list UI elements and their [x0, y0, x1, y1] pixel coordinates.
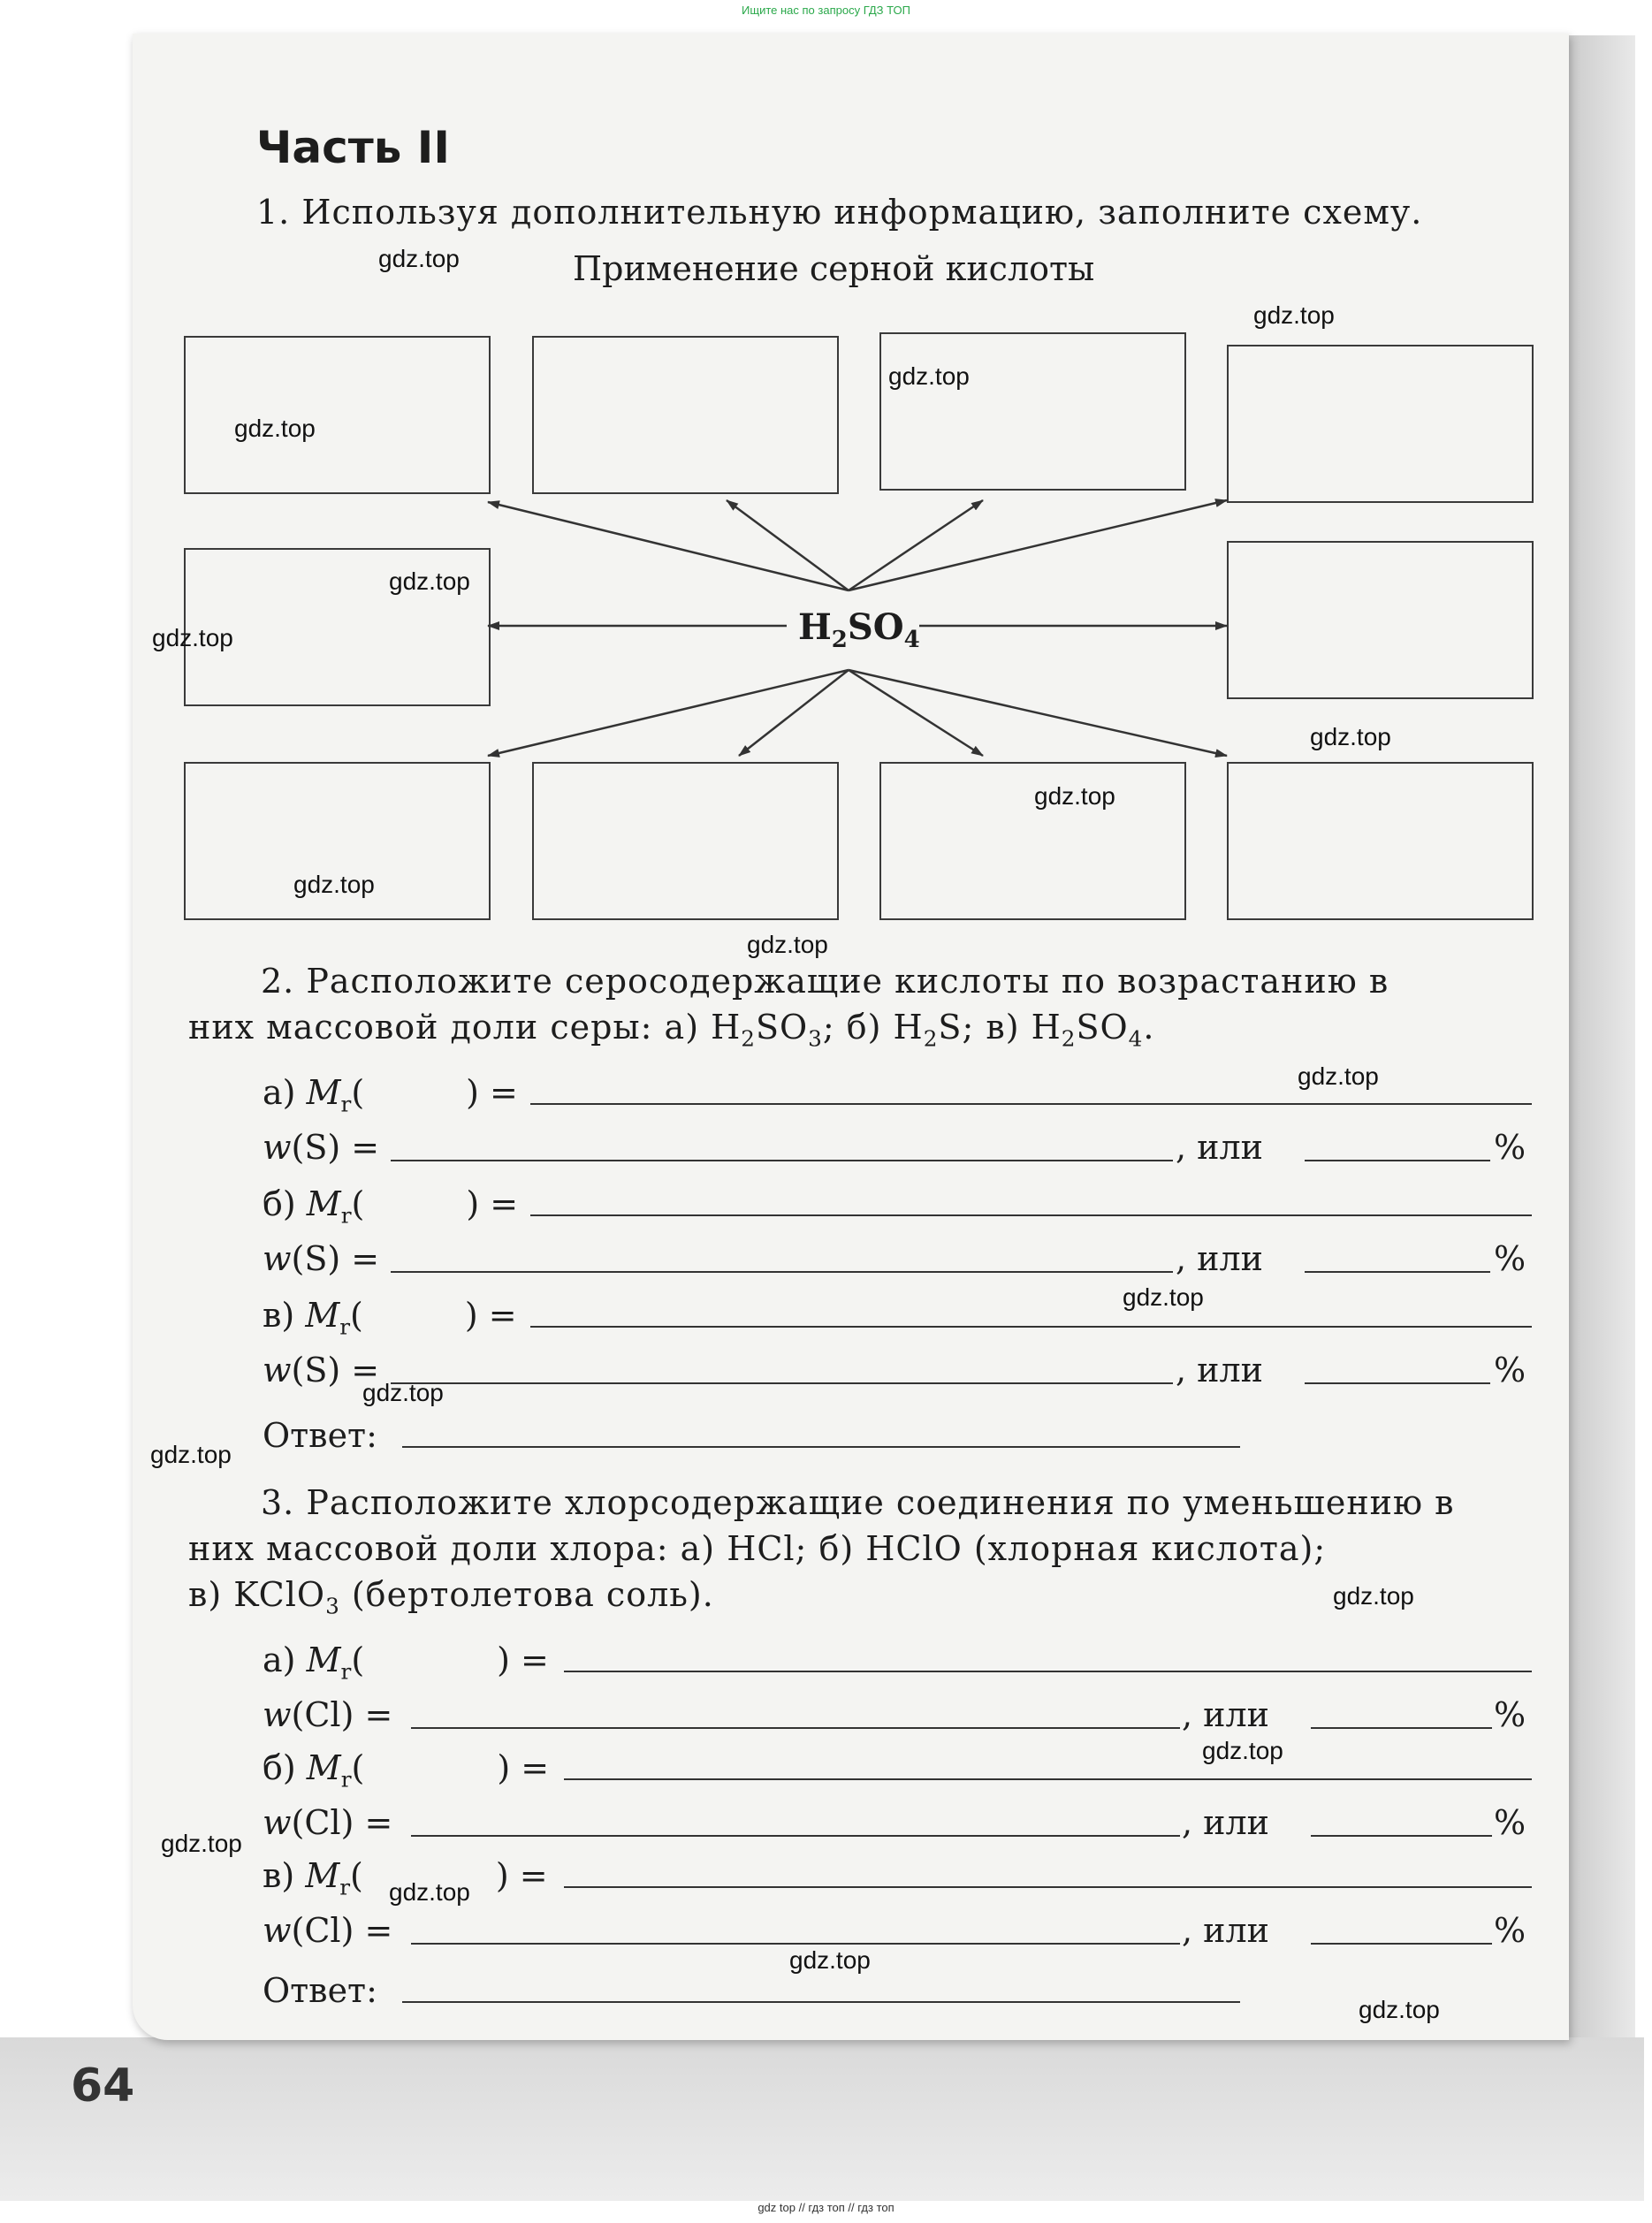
task3-row-b-percent: %: [1494, 1803, 1526, 1842]
task2-row-a-w: w(S) =: [263, 1128, 380, 1167]
task3-answer-line[interactable]: [402, 2001, 1240, 2003]
task2-row-a-mr-line[interactable]: [530, 1103, 1532, 1105]
arrow-to-top-2: [727, 500, 849, 590]
task2-row-b-mr-line[interactable]: [530, 1214, 1532, 1216]
task2-row-b-w: w(S) =: [263, 1239, 380, 1278]
section-heading: Часть II: [256, 122, 450, 173]
task3-row-a-w: w(Cl) =: [263, 1695, 393, 1734]
task2-row-b-w-line[interactable]: [391, 1271, 1173, 1273]
scheme-title: Применение серной кислоты: [573, 249, 1095, 288]
arrow-to-top-3: [849, 500, 983, 590]
task3-line2: них массовой доли хлора: а) HCl; б) HClO (хлорная кислота);: [188, 1529, 1327, 1568]
task2-answer-line[interactable]: [402, 1446, 1240, 1448]
task3-row-c-mr: в) $M_r$( ) =: [263, 1856, 548, 1900]
task2-row-c-percent: %: [1494, 1351, 1526, 1389]
task2-row-b-or: , или: [1176, 1239, 1263, 1278]
center-formula: $H_2SO_4$: [798, 606, 920, 653]
task2-row-a-percent-line[interactable]: [1305, 1160, 1490, 1161]
task2-line2: них массовой доли серы: а) $H_2SO_3$; б) $H_2S$; в) $H_2SO_4$.: [188, 1008, 1155, 1052]
watermark-15: gdz.top: [1333, 1582, 1414, 1610]
task3-row-b-mr-line[interactable]: [564, 1778, 1532, 1780]
task2-row-a-or: , или: [1176, 1128, 1263, 1167]
arrow-to-top-1: [488, 502, 849, 590]
watermark-5: gdz.top: [389, 567, 470, 595]
task3-row-c-or: , или: [1182, 1911, 1269, 1950]
task3-row-a-mr: а) $M_r$( ) =: [263, 1641, 549, 1685]
task3-row-c-mr-line[interactable]: [564, 1886, 1532, 1888]
task3-row-c-percent-line[interactable]: [1311, 1943, 1492, 1945]
task3-row-c-w: w(Cl) =: [263, 1911, 393, 1950]
watermark-1: gdz.top: [378, 245, 460, 272]
task2-row-b-percent: %: [1494, 1239, 1526, 1278]
task2-row-c-w-line[interactable]: [391, 1382, 1173, 1384]
task3-row-a-w-line[interactable]: [411, 1727, 1180, 1729]
task3-row-a-percent-line[interactable]: [1311, 1727, 1492, 1729]
task2-line1: 2. Расположите серосодержащие кислоты по возрастанию в: [261, 962, 1389, 1001]
watermark-8: gdz.top: [1034, 782, 1115, 810]
task3-answer-label: Ответ:: [263, 1971, 377, 2010]
watermark-13: gdz.top: [362, 1379, 444, 1406]
task2-row-c-percent-line[interactable]: [1305, 1382, 1490, 1384]
task3-line1: 3. Расположите хлорсодержащие соединения по уменьшению в: [261, 1483, 1455, 1522]
task3-row-c-w-line[interactable]: [411, 1943, 1180, 1945]
task3-row-b-w-line[interactable]: [411, 1835, 1180, 1837]
task3-row-b-percent-line[interactable]: [1311, 1835, 1492, 1837]
page-number: 64: [71, 2059, 135, 2113]
arrow-to-top-4: [849, 500, 1227, 590]
task3-row-a-mr-line[interactable]: [564, 1671, 1532, 1672]
task2-row-a-percent: %: [1494, 1128, 1526, 1167]
task3-row-a-or: , или: [1182, 1695, 1269, 1734]
watermark-3: gdz.top: [888, 362, 970, 390]
task2-row-b-percent-line[interactable]: [1305, 1271, 1490, 1273]
arrow-to-bottom-3: [849, 670, 983, 756]
watermark-20: gdz.top: [1359, 1996, 1440, 2023]
task3-line3: в) KClO$_3$ (бертолетова соль).: [188, 1575, 714, 1619]
watermark-6: gdz.top: [152, 624, 233, 651]
watermark-11: gdz.top: [1298, 1062, 1379, 1090]
task3-row-a-percent: %: [1494, 1695, 1526, 1734]
task2-row-a-mr: а) $M_r$( ) =: [263, 1073, 518, 1117]
task2-answer-label: Ответ:: [263, 1416, 377, 1455]
watermark-9: gdz.top: [293, 871, 375, 898]
watermark-19: gdz.top: [789, 1946, 871, 1974]
task1-text: 1. Используя дополнительную информацию, заполните схему.: [256, 193, 1423, 232]
watermark-16: gdz.top: [1202, 1737, 1283, 1764]
header-note: Ищите нас по запросу ГДЗ ТОП: [742, 4, 910, 17]
task3-row-b-w: w(Cl) =: [263, 1803, 393, 1842]
task2-row-c-w: w(S) =: [263, 1351, 380, 1389]
task2-row-c-mr-line[interactable]: [530, 1326, 1532, 1328]
footer-note: gdz top // гдз топ // гдз топ: [757, 2201, 895, 2214]
watermark-2: gdz.top: [1253, 301, 1335, 329]
task2-row-b-mr: б) $M_r$( ) =: [263, 1184, 519, 1229]
watermark-18: gdz.top: [389, 1878, 470, 1906]
task2-row-c-mr: в) $M_r$( ) =: [263, 1296, 517, 1340]
watermark-7: gdz.top: [1310, 723, 1391, 750]
task3-row-b-or: , или: [1182, 1803, 1269, 1842]
watermark-14: gdz.top: [150, 1441, 232, 1468]
task3-row-c-percent: %: [1494, 1911, 1526, 1950]
watermark-4: gdz.top: [234, 415, 316, 442]
watermark-17: gdz.top: [161, 1830, 242, 1857]
watermark-12: gdz.top: [1123, 1283, 1204, 1311]
task3-row-b-mr: б) $M_r$( ) =: [263, 1748, 550, 1793]
task2-row-c-or: , или: [1176, 1351, 1263, 1389]
task2-row-a-w-line[interactable]: [391, 1160, 1173, 1161]
arrow-to-bottom-4: [849, 670, 1227, 756]
watermark-10: gdz.top: [747, 931, 828, 958]
